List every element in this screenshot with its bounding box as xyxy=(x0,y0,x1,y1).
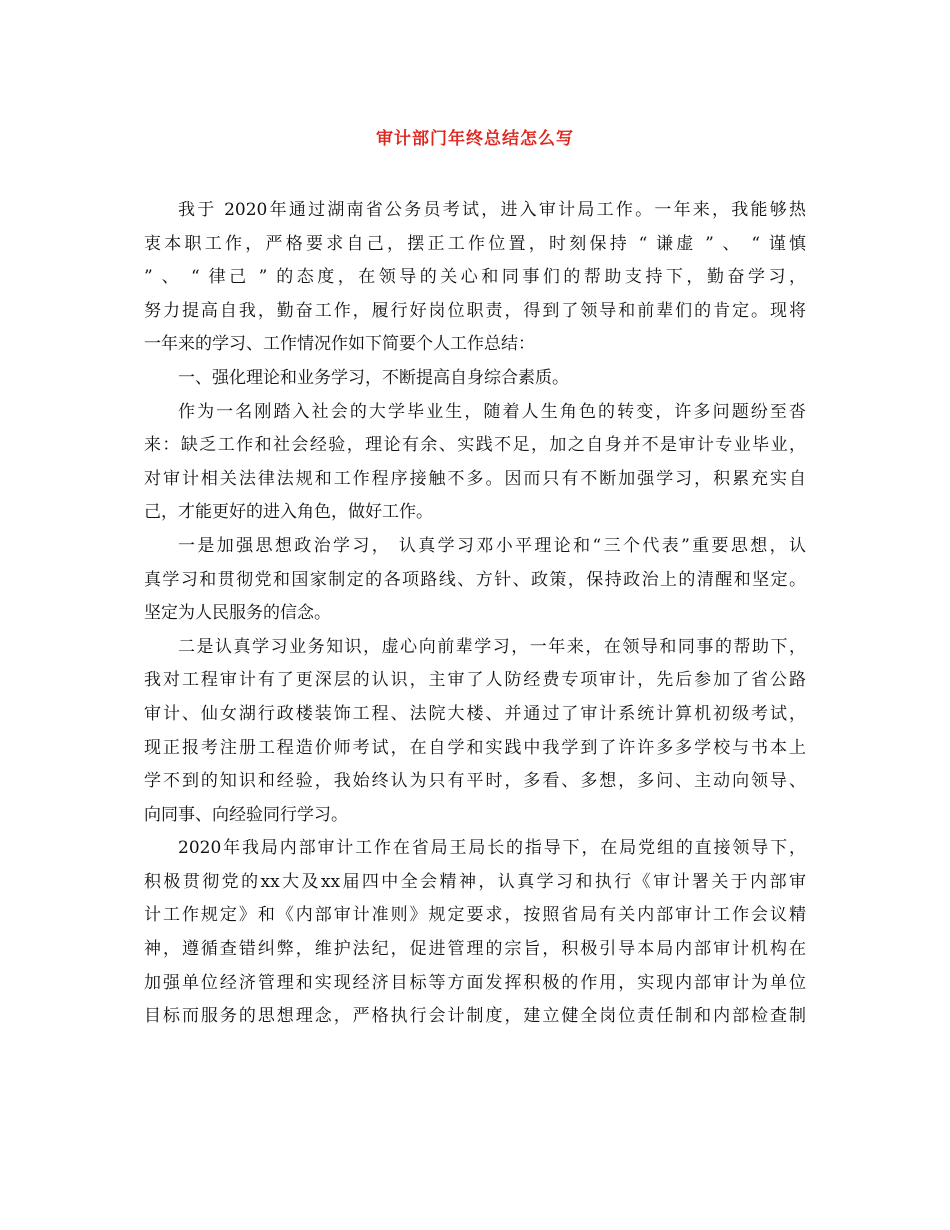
body-line: 对审计相关法律法规和工作程序接触不多。因而只有不断加强学习，积累充实自 xyxy=(144,468,806,489)
body-line: 来：缺乏工作和社会经验，理论有余、实践不足，加之自身并不是审计专业毕业， xyxy=(144,435,806,456)
body-line: 目标而服务的思想理念，严格执行会计制度，建立健全岗位责任制和内部检查制 xyxy=(144,1006,806,1027)
body-line: 学不到的知识和经验，我始终认为只有平时，多看、多想，多问、主动向领导、 xyxy=(144,771,806,792)
body-line: 一年来的学习、工作情况作如下简要个人工作总结： xyxy=(144,334,535,355)
body-line: 积极贯彻党的xx大及xx届四中全会精神，认真学习和执行《审计署关于内部审 xyxy=(144,871,806,892)
body-line: 向同事、向经验同行学习。 xyxy=(144,804,348,825)
document-body xyxy=(144,194,806,1034)
document-title: 审计部门年终总结怎么写 xyxy=(376,129,574,149)
body-line: 一是加强思想政治学习， 认真学习邓小平理论和“三个代表”重要思想，认 xyxy=(178,535,806,556)
body-line: 真学习和贯彻党和国家制定的各项路线、方针、政策，保持政治上的清醒和坚定。 xyxy=(144,569,806,590)
body-line: 坚定为人民服务的信念。 xyxy=(144,603,331,624)
body-line: 2020年我局内部审计工作在省局王局长的指导下，在局党组的直接领导下， xyxy=(178,838,806,859)
body-line: 加强单位经济管理和实现经济目标等方面发挥积极的作用，实现内部审计为单位 xyxy=(144,972,806,993)
body-line: 我于 2020年通过湖南省公务员考试，进入审计局工作。一年来，我能够热 xyxy=(178,200,806,220)
body-line: 审计、仙女湖行政楼装饰工程、法院大楼、并通过了审计系统计算机初级考试， xyxy=(144,703,806,724)
body-line: ” 、 “ 律己 ” 的态度，在领导的关心和同事们的帮助支持下，勤奋学习， xyxy=(144,267,806,288)
body-line: 我对工程审计有了更深层的认识，主审了人防经费专项审计，先后参加了省公路 xyxy=(144,670,806,691)
body-line: 作为一名刚踏入社会的大学毕业生，随着人生角色的转变，许多问题纷至沓 xyxy=(178,401,806,422)
body-line: 现正报考注册工程造价师考试，在自学和实践中我学到了许许多多学校与书本上 xyxy=(144,737,806,758)
body-line: 神，遵循查错纠弊，维护法纪，促进管理的宗旨，积极引导本局内部审计机构在 xyxy=(144,939,806,960)
body-line: 己，才能更好的进入角色，做好工作。 xyxy=(144,502,433,523)
body-line: 二是认真学习业务知识，虚心向前辈学习，一年来，在领导和同事的帮助下， xyxy=(178,636,806,657)
section-heading: 一、强化理论和业务学习，不断提高自身综合素质。 xyxy=(178,367,569,388)
body-line: 努力提高自我，勤奋工作，履行好岗位职责，得到了领导和前辈们的肯定。现将 xyxy=(144,300,806,321)
body-line: 衷本职工作，严格要求自己，摆正工作位置，时刻保持 “ 谦虚 ” 、 “ 谨慎 xyxy=(144,233,806,254)
body-line: 计工作规定》和《内部审计准则》规定要求，按照省局有关内部审计工作会议精 xyxy=(144,905,806,926)
